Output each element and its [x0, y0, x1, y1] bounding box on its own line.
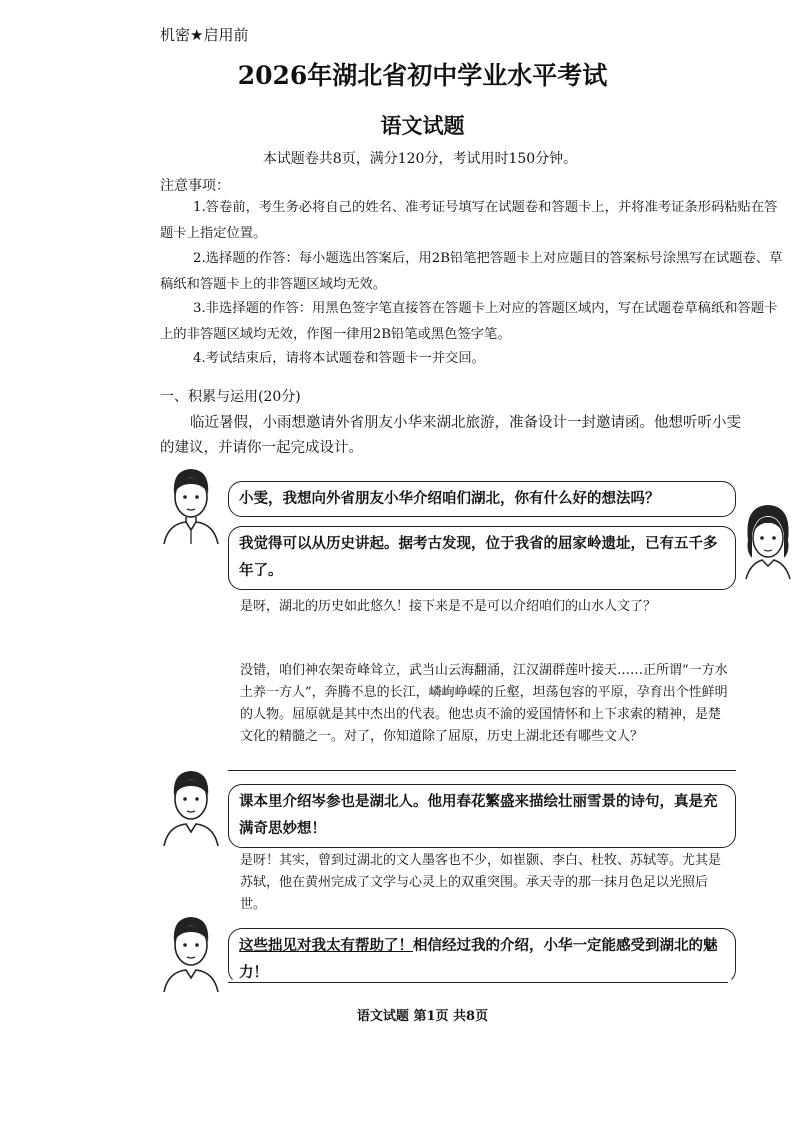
notice-item: 1.答卷前，考生务必将自己的姓名、准考证号填写在试题卷和答题卡上，并将准考证条形码粘贴在答题卡上指定位置。	[160, 200, 778, 241]
notice-item: 2.选择题的作答：每小题选出答案后，用2B铅笔把答题卡上对应题目的答案标号涂黑写在试题卷、草稿纸和答题卡上的非答题区域均无效。	[160, 251, 783, 292]
section-intro-continued: 的建议，并请你一起完成设计。	[160, 440, 363, 456]
underlined-phrase: 这些拙见对我太有帮助了！	[239, 938, 413, 954]
speech-bubble-girl: 我觉得可以从历史讲起。据考古发现，位于我省的屈家岭遗址，已有五千多年了。	[228, 526, 736, 590]
boy-avatar	[160, 464, 222, 546]
dialogue-text: 是呀！其实，曾到过湖北的文人墨客也不少，如崔颢、李白、杜牧、苏轼等。尤其是苏轼，他在黄州完成了文学与心灵上的双重突围。承天寺的那一抹月色足以光照后世。	[240, 853, 722, 912]
notices-heading: 注意事项：	[160, 178, 230, 194]
boy-avatar	[160, 766, 222, 848]
confidential-mark: 机密★启用前	[160, 26, 249, 44]
speech-bubble-boy: 课本里介绍岑参也是湖北人。他用春花繁盛来描绘壮丽雪景的诗句，真是充满奇思妙想！	[228, 784, 736, 848]
section-intro: 临近暑假，小雨想邀请外省朋友小华来湖北旅游，准备设计一封邀请函。他想听听小雯	[190, 415, 741, 431]
speech-bubble-boy	[228, 928, 736, 984]
subject-title: 语文试题	[380, 113, 465, 138]
dialogue-divider	[228, 982, 728, 983]
section-heading: 一、积累与运用(20分)	[160, 389, 301, 405]
bubble-text: 相信经过我的介绍，小华一定能感受到湖北的魅力！	[239, 938, 718, 981]
notice-item: 4.考试结束后，请将本试题卷和答题卡一并交回。	[193, 351, 485, 366]
exam-title: 2026年湖北省初中学业水平考试	[237, 61, 608, 90]
girl-avatar	[740, 500, 795, 580]
notice-item: 3.非选择题的作答：用黑色签字笔直接答在答题卡上对应的答题区域内，写在试题卷草稿纸和答题卡上的非答题区域均无效，作图一律用2B铅笔或黑色签字笔。	[160, 301, 778, 342]
dialogue-divider	[228, 770, 736, 771]
exam-info: 本试题卷共8页，满分120分，考试用时150分钟。	[262, 151, 578, 167]
page-footer: 语文试题 第1页 共8页	[356, 1009, 489, 1024]
boy-avatar	[160, 912, 222, 994]
dialogue-text: 是呀，湖北的历史如此悠久！接下来是不是可以介绍咱们的山水人文了？	[240, 599, 657, 614]
dialogue-text: 没错，咱们神农架奇峰耸立，武当山云海翻涌，江汉湖群莲叶接天……正所谓“一方水土养一方人”，奔腾不息的长江，嶙峋峥嵘的丘壑，坦荡包容的平原，孕育出个性鲜明的人物。屈原就是其中杰出的代表。他忠贞不渝的爱国情怀和上下求索的精神，是楚文化的精髓之一。对了，你知道除了屈原，历史上湖北还有哪些文人？	[240, 663, 728, 744]
speech-bubble-boy: 小雯，我想向外省朋友小华介绍咱们湖北，你有什么好的想法吗？	[228, 481, 736, 517]
